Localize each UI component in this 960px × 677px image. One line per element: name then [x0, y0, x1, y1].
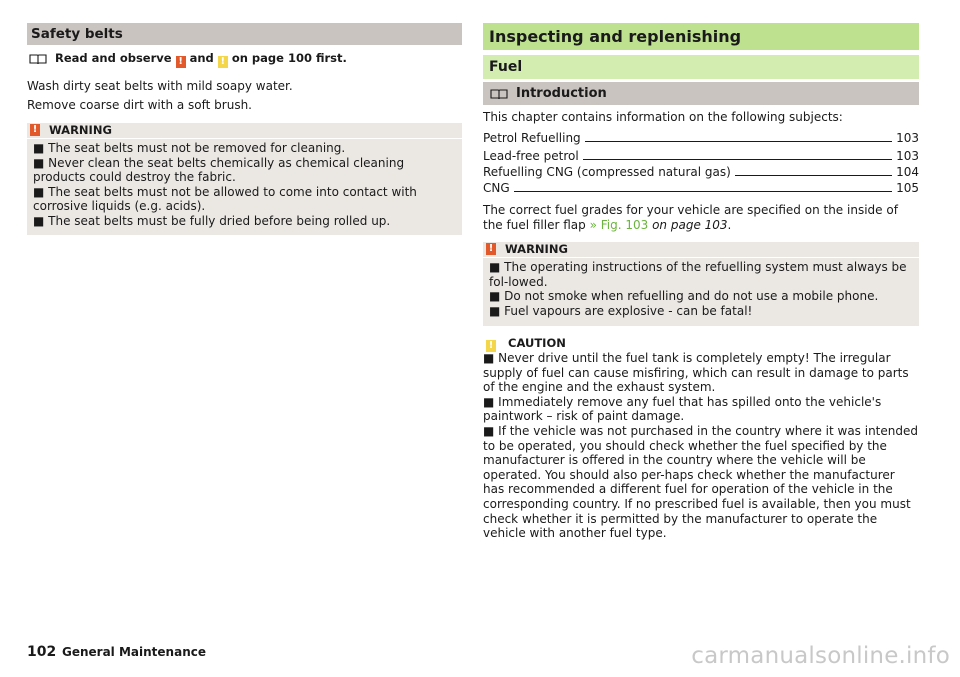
intro-text: This chapter contains information on the following subjects: — [483, 110, 843, 124]
exclamation-badge-icon: ! — [30, 124, 40, 136]
warning-label: WARNING — [505, 242, 568, 256]
toc-page: 103 — [892, 149, 919, 164]
section-heading-safety-belts — [27, 23, 462, 45]
warning-label: WARNING — [49, 123, 112, 137]
toc-entry[interactable] — [483, 165, 919, 180]
fuel-para-end: . — [727, 217, 732, 232]
toc-leader — [483, 191, 919, 192]
toc-entry[interactable] — [483, 149, 919, 164]
paragraph: Remove coarse dirt with a soft brush. — [27, 98, 252, 112]
caution-item: ■ If the vehicle was not purchased in the country where it was intended to be operated, you should check whether the fuel specified by the manufacturer is offered in the country where the vehicle will be operated. You should also per-haps check whether the manufacturer has recommended a different fuel for operation of the vehicle in the corresponding country. If no prescribed fuel is available, then you must check whether it is permitted by the manufacturer to operate the vehicle with another fuel type. — [483, 423, 918, 541]
introduction-heading — [483, 82, 919, 105]
read-note-before: Read and observe — [55, 51, 172, 65]
caution-badge-icon: ! — [218, 56, 228, 68]
read-note-middle: and — [189, 51, 214, 65]
caution-badge-icon: ! — [486, 340, 496, 352]
caution-item: ■ Immediately remove any fuel that has spilled onto the vehicle's paintwork – risk of paint damage. — [483, 394, 882, 424]
chapter-label: General Maintenance — [62, 645, 206, 659]
introduction-title: Introduction — [516, 86, 607, 101]
caution-label: CAUTION — [508, 336, 566, 350]
watermark: carmanualsonline.info — [691, 643, 950, 669]
toc-entry[interactable] — [483, 181, 919, 196]
subsection-heading-fuel — [483, 55, 919, 79]
warning-item: ■ The seat belts must not be allowed to come into contact with corrosive liquids (e.g. acids). — [33, 184, 417, 214]
toc-title: Refuelling CNG (compressed natural gas) — [483, 165, 735, 180]
warning-item: ■ The seat belts must be fully dried before being rolled up. — [33, 213, 391, 228]
subsection-title: Fuel — [489, 59, 523, 75]
section-heading-text: Safety belts — [31, 26, 123, 42]
toc-page: 104 — [892, 165, 919, 180]
caution-item: ■ Never drive until the fuel tank is completely empty! The irregular supply of fuel can cause misfiring, which can result in damage to parts of the engine and the exhaust system. — [483, 351, 909, 395]
book-icon — [29, 53, 47, 65]
warning-item: ■ Never clean the seat belts chemically as chemical cleaning products could destroy the fabric. — [33, 155, 405, 185]
toc-title: Petrol Refuelling — [483, 131, 585, 146]
read-observe-note — [27, 51, 462, 68]
warning-body — [27, 139, 462, 235]
toc-page: 105 — [892, 181, 919, 196]
warning-item: ■ Fuel vapours are explosive - can be fatal! — [489, 303, 753, 318]
section-heading-inspecting — [483, 23, 919, 50]
toc-title: Lead-free petrol — [483, 149, 583, 164]
caution-header — [483, 335, 919, 351]
warning-item: ■ Do not smoke when refuelling and do not use a mobile phone. — [489, 289, 879, 304]
warning-box — [27, 123, 462, 235]
page-number: 102 — [27, 644, 57, 660]
toc-entry[interactable] — [483, 131, 919, 146]
section-title: Inspecting and replenishing — [489, 27, 742, 46]
figure-link[interactable]: » Fig. 103 — [589, 217, 649, 232]
warning-header — [483, 242, 919, 258]
warning-badge-icon: ! — [176, 56, 186, 68]
fuel-para-text: The correct fuel grades for your vehicle are specified on the inside of the fuel filler flap — [483, 203, 898, 232]
caution-body — [483, 351, 919, 541]
warning-item: ■ The seat belts must not be removed for cleaning. — [33, 141, 346, 155]
toc-title: CNG — [483, 181, 514, 196]
page-ref: on page 103 — [652, 217, 728, 232]
paragraph: Wash dirty seat belts with mild soapy water. — [27, 79, 293, 93]
warning-item: ■ The operating instructions of the refuelling system must always be fol-lowed. — [489, 260, 907, 289]
warning-header — [27, 123, 462, 139]
read-note-after: on page 100 first. — [231, 51, 347, 65]
book-icon — [490, 88, 508, 100]
exclamation-badge-icon: ! — [486, 243, 496, 255]
toc-page: 103 — [892, 131, 919, 146]
warning-body — [483, 258, 919, 324]
warning-box — [483, 242, 919, 326]
fuel-grade-paragraph — [483, 203, 919, 232]
